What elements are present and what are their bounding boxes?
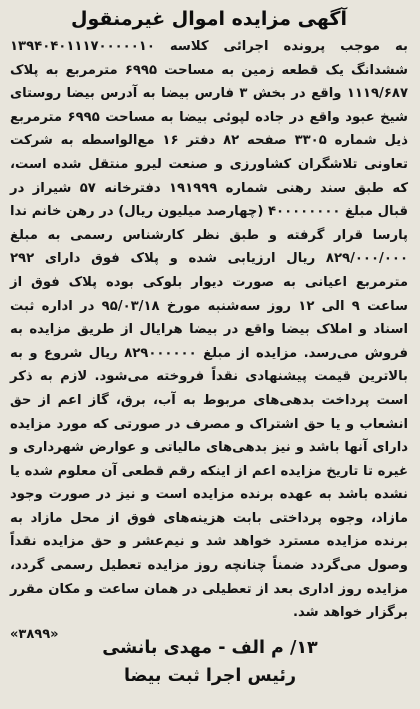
notice-title: آگهی مزایده اموال غیرمنقول — [71, 8, 347, 30]
notice-body-paragraph: به موجب پرونده اجرائی کلاسه ۱۳۹۴۰۴۰۱۱۱۷۰۰۰۰۰۱۰ ششدانگ یک قطعه زمین به مساحت ۶۹۹۵ مترمربع به پلاک ۱۱۱۹/۶۸۷ واقع در بخش ۳ فارس بیضا به آدرس بیضا روستای شیخ عبود واقع در جاده لپوئی بیضا به مساحت ۶۹۹۵ مترمربع ذیل شماره ۳۳۰۵ صفحه ۸۲ دفتر ۱۶ مع‌الواسطه به شرکت تعاونی تلاشگران کشاورزی و صنعت لیرو منتقل شده است، که طبق سند رهنی شماره ۱۹۱۹۹۹ دفترخانه ۵۷ شیراز در قبال مبلغ ۴۰۰۰۰۰۰۰۰ (چهارصد میلیون ریال) در رهن خانم ندا پارسا قرار گرفته و طبق نظر کارشناس رسمی به مبلغ ۸۲۹/۰۰۰/۰۰۰ ریال ارزیابی شده و پلاک فوق دارای ۲۹۲ مترمربع اعیانی به صورت دیوار بلوکی بوده پلاک فوق از ساعت ۹ الی ۱۲ روز سه‌شنبه مورخ ۹۵/۰۳/۱۸ در اداره ثبت اسناد و املاک بیضا واقع در بیضا هرایال از طریق مزایده به فروش می‌رسد. مزایده از مبلغ ۸۲۹۰۰۰۰۰۰ ریال شروع و به بالاترین قیمت پیشنهادی نقداً فروخته می‌شود. لازم به ذکر است پرداخت بدهی‌های مربوط به آب، برق، گاز اعم از حق انشعاب و یا حق اشتراک و مصرف در صورتی که مورد مزایده دارای آنها باشد و نیز بدهی‌های مالیاتی و عوارض شهرداری و غیره تا تاریخ مزایده اعم از اینکه رقم قطعی آن معلوم شده یا نشده باشد به عهده برنده مزایده است و نیز در صورت وجود مازاد، وجوه پرداختی بابت هزینه‌های فوق از محل مازاد به برنده مزایده مسترد خواهد شد و نیم‌عشر و حق مزایده نقداً وصول می‌گردد ضمناً چنانچه روز مزایده تعطیل رسمی گردد، مزایده روز اداری بعد از تعطیلی در همان ساعت و مکان مقرر برگزار خواهد شد. — [10, 39, 409, 621]
signature-title: رئیس اجرا ثبت بیضا — [123, 666, 297, 686]
signature-name: ۱۳/ م الف - مهدی بانشی — [102, 638, 318, 658]
notice-reference-number: «۳۸۹۹» — [10, 626, 59, 642]
signature-block — [0, 634, 420, 690]
